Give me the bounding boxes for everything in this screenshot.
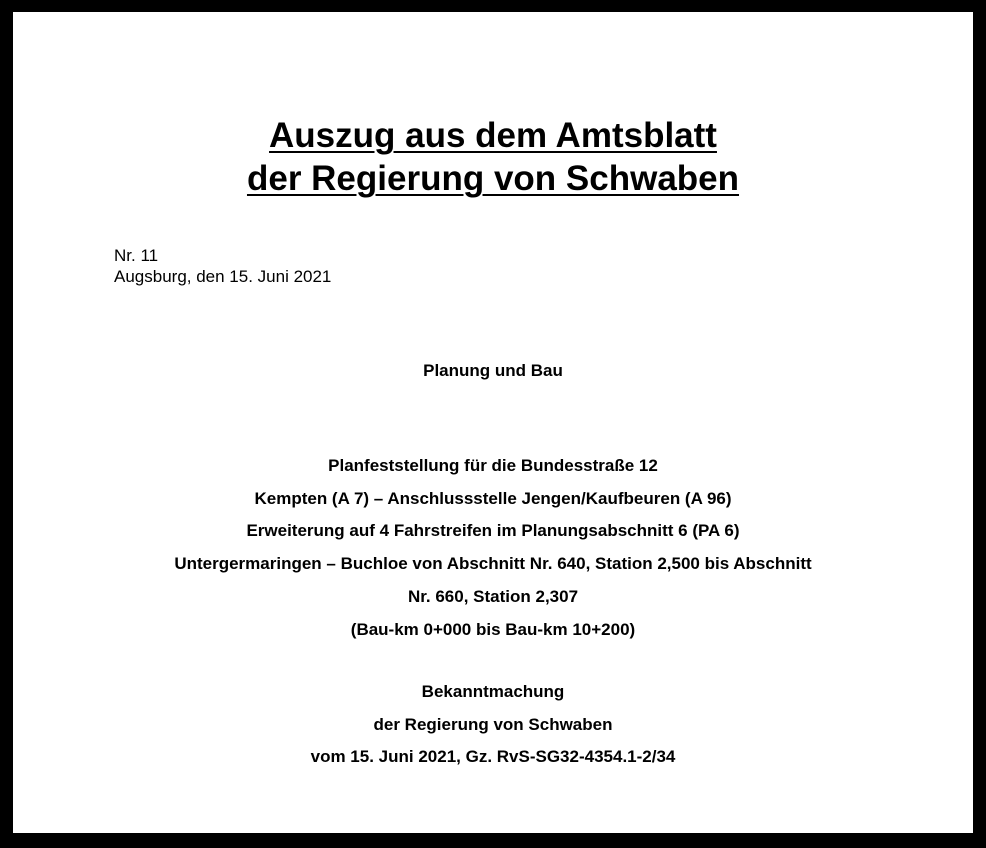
subject-line: (Bau-km 0+000 bis Bau-km 10+200) xyxy=(350,620,636,639)
subject-line: Planfeststellung für die Bundesstraße 12 xyxy=(328,456,658,475)
document-title-line-1: Auszug aus dem Amtsblatt xyxy=(269,116,717,155)
announcement-line: der Regierung von Schwaben xyxy=(373,715,613,734)
document-page xyxy=(13,12,973,833)
announcement-line: Bekanntmachung xyxy=(421,682,565,701)
place-and-date: Augsburg, den 15. Juni 2021 xyxy=(114,267,332,286)
subject-line: Untergermaringen – Buchloe von Abschnitt Nr. 640, Station 2,500 bis Abschnitt xyxy=(174,554,812,573)
document-title-line-2: der Regierung von Schwaben xyxy=(246,159,740,198)
subject-line: Nr. 660, Station 2,307 xyxy=(407,587,579,606)
section-heading: Planung und Bau xyxy=(423,361,563,380)
subject-line: Erweiterung auf 4 Fahrstreifen im Planungsabschnitt 6 (PA 6) xyxy=(246,521,740,540)
announcement-line: vom 15. Juni 2021, Gz. RvS-SG32-4354.1-2/34 xyxy=(310,747,676,766)
issue-number: Nr. 11 xyxy=(114,246,159,265)
subject-line: Kempten (A 7) – Anschlussstelle Jengen/Kaufbeuren (A 96) xyxy=(254,489,732,508)
